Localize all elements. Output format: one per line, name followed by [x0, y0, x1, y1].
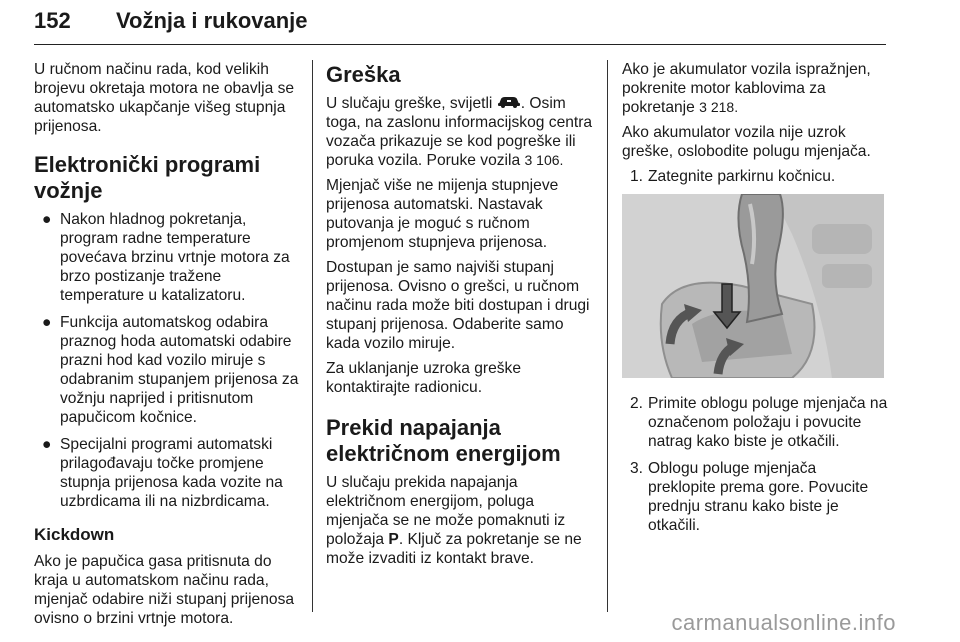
steps-list — [622, 167, 888, 186]
fault-paragraph-4: Za uklanjanje uzroka greške kontaktirajte radionicu. — [326, 360, 522, 397]
page-header — [34, 8, 886, 45]
power-paragraph: U slučaju prekida napajanja električnom energijom, poluga mjenjača se ne može pomaknuti iz položaja P. Ključ za pokretanje se ne može izvaditi iz kontakt brave. — [326, 474, 582, 568]
fault-paragraph-3: Dostupan je samo najviši stupanj prijenosa. Ovisno o grešci, u ručnom načinu rada može biti dostupan i drugi stupanj prijenosa. Odaberite samo kada vozilo miruje. — [326, 259, 590, 353]
gear-lever-illustration — [622, 194, 884, 378]
page-number: 152 — [34, 8, 71, 33]
list-item: 3. Oblogu poluge mjenjača preklopite prema gore. Povucite prednju stranu kako biste je otkačili. — [630, 460, 869, 534]
fault-paragraph-2: Mjenjač više ne mijenja stupnjeve prijenosa automatski. Nastavak putovanja je moguć s ručnom promjenom stupnjeva prijenosa. — [326, 177, 559, 252]
section-heading-fault: Greška — [326, 62, 401, 87]
column-divider — [607, 60, 608, 612]
bullet-list — [34, 210, 302, 511]
list-item: ● Specijalni programi automatski prilagođavaju točke promjene stupnja prijenosa kada vozite na uzbrdicama ili na nizbrdicama. — [42, 436, 283, 510]
bullet-icon: ● — [42, 314, 52, 331]
column-3 — [622, 60, 888, 543]
release-paragraph: Ako akumulator vozila nije uzrok greške, oslobodite polugu mjenjača. — [622, 124, 871, 160]
car-transmission-warning-icon — [497, 94, 521, 113]
section-heading-electronic-programs: Elektronički programi vožnje — [34, 152, 261, 203]
column-2 — [326, 60, 596, 574]
battery-paragraph: Ako je akumulator vozila ispražnjen, pokrenite motor kablovima za pokretanje 3 218. — [622, 61, 871, 116]
watermark: carmanualsonline.info — [671, 610, 896, 635]
fault-paragraph: U slučaju greške, svijetli . Osim toga, na zaslonu informacijskog centra vozača prikazuje se kod pogreške ili poruka vozila. Poruke vozila 3 106. — [326, 95, 593, 170]
bullet-icon: ● — [42, 211, 52, 228]
bullet-icon: ● — [42, 436, 52, 453]
list-item: 1. Zategnite parkirnu kočnicu. — [630, 168, 836, 185]
list-item: ● Funkcija automatskog odabira praznog hoda automatski odabire prazni hod kad vozilo miruje s odabranim stupanjem prijenosa za vožnju naprijed i pritisnutom papučicom kočnice. — [42, 314, 299, 426]
intro-paragraph: U ručnom načinu rada, kod velikih brojevu okretaja motora ne obavlja se automatsko ukapčanje višeg stupnja prijenosa. — [34, 61, 295, 135]
page-title: Vožnja i rukovanje — [116, 8, 308, 33]
section-heading-kickdown: Kickdown — [34, 525, 115, 544]
kickdown-paragraph: Ako je papučica gasa pritisnuta do kraja u automatskom načinu rada, mjenjač odabire niži stupanj prijenosa ovisno o brzini vrtnje motora. — [34, 553, 295, 627]
column-1 — [34, 60, 302, 634]
list-item: ● Nakon hladnog pokretanja, program radne temperature povećava brzinu vrtnje motora za brzo postizanje tražene temperature u katalizatoru. — [42, 211, 290, 304]
steps-list — [622, 394, 888, 535]
section-heading-power-interruption: Prekid napajanja električnom energijom — [326, 415, 561, 467]
reference-link[interactable]: 3 218. — [699, 99, 739, 115]
reference-link[interactable]: 3 106. — [524, 152, 564, 169]
list-item: 2. Primite oblogu poluge mjenjača na označenom položaju i povucite natrag kako biste je otkačili. — [630, 395, 888, 450]
column-divider — [312, 60, 313, 612]
